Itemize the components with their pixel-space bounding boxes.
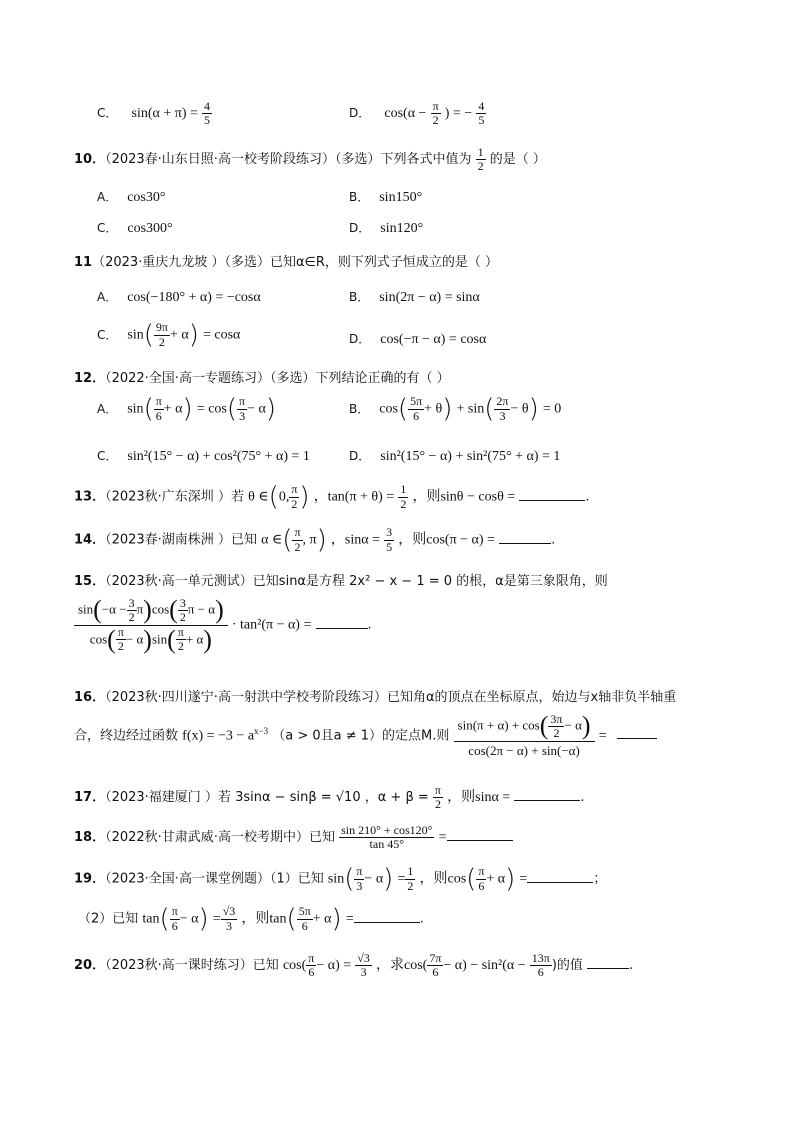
answer-blank[interactable] <box>499 531 551 544</box>
answer-blank[interactable] <box>587 956 629 969</box>
q10-option-d: D． sin120° <box>349 221 424 236</box>
q12-option-c: C． sin²(15° − α) + cos²(75° + α) = 1 <box>97 449 310 464</box>
answer-blank[interactable] <box>617 726 657 739</box>
question-15: 15．（2023秋·高一单元测试）已知sinα是方程 2x² − x − 1 = 0 的根，α是第三象限角，则 <box>74 574 608 589</box>
q9-option-c: C． sin(α + π) = $\frac{4}{5}$ <box>97 99 211 128</box>
question-20: 20．（2023秋·高一课时练习）已知 cos( $\frac{\pi}{6}$ − α) = $\frac{√3}{3}$ ，求cos( $\frac{7\pi}{6}$ − α) − sin²(α − $\frac{13\pi}{6}$ )的值 . <box>74 951 634 980</box>
q9-option-d: D． cos(α − $\frac{\pi}{2}$ ) = − $\frac{4}{5}$ <box>349 99 485 128</box>
answer-blank[interactable] <box>527 870 593 883</box>
question-17: 17．（2023·福建厦门 ）若 3sinα − sinβ = √10 ，α + β = $\frac{\pi}{2}$ ，则sinα = . <box>74 783 585 812</box>
question-19: 19．（2023·全国·高一课堂例题）（1）已知 sin( $\frac{\pi}{3}$ − α) = $\frac{1}{2}$ ，则cos( $\frac{\pi}{6}$ + α) = ； <box>74 864 607 894</box>
q10-option-b: B． sin150° <box>349 190 423 205</box>
question-11: 11（2023·重庆九龙坡 ）（多选）已知α∈R，则下列式子恒成立的是（ ） <box>74 255 499 270</box>
fraction: $\frac{1}{2}$ <box>477 145 484 174</box>
question-19-part-2: （2）已知 tan( $\frac{\pi}{6}$ − α) = $\frac{√3}{3}$ ，则tan( $\frac{5\pi}{6}$ + α) = . <box>78 904 424 934</box>
answer-blank[interactable] <box>514 788 580 801</box>
q11-option-a: A． cos(−180° + α) = −cosα <box>97 290 261 305</box>
question-18: 18．（2022秋·甘肃武威·高一校考期中）已知 $\frac{\sin 210^\circ + \cos 120^\circ}{\tan 45^\circ}$ = <box>74 824 513 851</box>
q11-option-c: C． sin( $\frac{9\pi}{2}$ + α) = cosα <box>97 320 241 350</box>
q12-option-a: A． sin( $\frac{\pi}{6}$ + α) = cos( $\frac{\pi}{3}$ − α) <box>97 394 276 424</box>
q16-line-2: 合，终边经过函数 $f(x) = -3 - a^{x-3}$ （a > 0且a ≠ 1）的定点M.则 sin(π + α) + cos( $\frac{3\pi}{2}$ − α) cos(2π − α) + sin(−α) = <box>74 712 657 760</box>
q11-option-d: D． cos(−π − α) = cosα <box>349 332 487 347</box>
q12-option-b: B． cos( $\frac{5\pi}{6}$ + θ) + sin( $\frac{2\pi}{3}$ − θ) = 0 <box>349 394 562 424</box>
answer-blank[interactable] <box>519 488 585 501</box>
question-10: 10．（2023春·山东日照·高一校考阶段练习）（多选）下列各式中值为 $\frac{1}{2}$ 的是（ ） <box>74 145 546 174</box>
question-14: 14．（2023春·湖南株洲 ）已知 α ∈( $\frac{\pi}{2}$ , π) ，sinα = $\frac{3}{5}$ ，则cos(π − α) = . <box>74 525 556 555</box>
question-13: 13．（2023秋·广东深圳 ）若 θ ∈(0, $\frac{\pi}{2}$ ) ，tan(π + θ) = $\frac{1}{2}$ ，则sinθ − cosθ = . <box>74 482 590 512</box>
answer-blank[interactable] <box>316 616 368 629</box>
q15-expression: sin(−α − $\frac{3}{2}$ π)cos( $\frac{3}{2}$ π − α) cos( $\frac{\pi}{2}$ − α)sin( $\frac{\pi}{2}$ + α) · tan²(π − α) = . <box>74 596 372 654</box>
question-12: 12．（2022·全国·高一专题练习）（多选）下列结论正确的有（ ） <box>74 371 450 386</box>
q11-option-b: B． sin(2π − α) = sinα <box>349 290 480 305</box>
answer-blank[interactable] <box>447 828 513 841</box>
answer-blank[interactable] <box>354 910 420 923</box>
q10-option-a: A． cos30° <box>97 190 166 205</box>
question-16: 16．（2023秋·四川遂宁·高一射洪中学校考阶段练习）已知角α的顶点在坐标原点，始边与x轴非负半轴重 <box>74 690 677 705</box>
q12-option-d: D． sin²(15° − α) + sin²(75° + α) = 1 <box>349 449 561 464</box>
q10-option-c: C． cos300° <box>97 221 173 236</box>
fraction: $\frac{4}{5}$ <box>204 99 211 128</box>
